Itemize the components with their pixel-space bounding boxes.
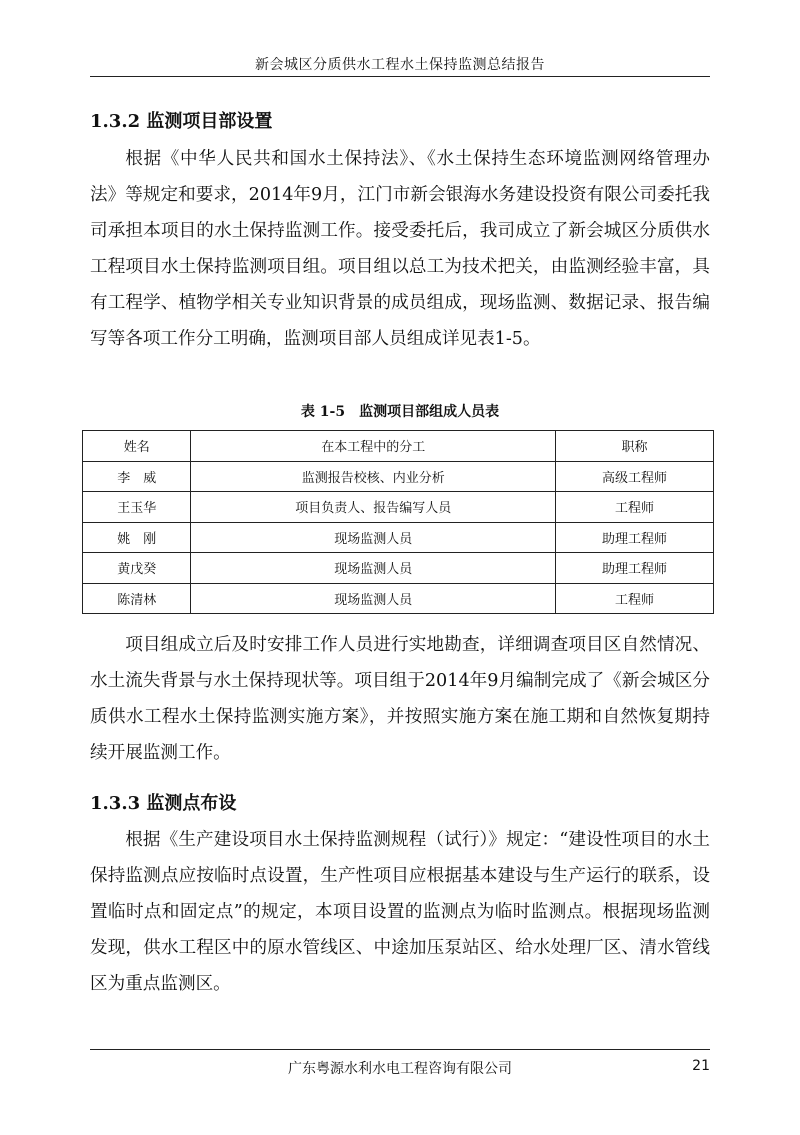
paragraph-project-team: 根据《中华人民共和国水土保持法》、《水土保持生态环境监测网络管理办法》等规定和要求，2014年9月，江门市新会银海水务建设投资有限公司委托我司承担本项目的水土保持监测工作。接受委托后，我司成立了新会城区分质供水工程项目水土保持监测项目组。项目组以总工为技术把关，由监测经验丰富，具有工程学、植物学相关专业知识背景的成员组成，现场监测、数据记录、报告编写等各项工作分工明确，监测项目部人员组成详见表1-5。	[90, 149, 710, 349]
footer-company: 广东粤源水利水电工程咨询有限公司	[288, 1061, 512, 1077]
header-role: 在本工程中的分工	[191, 431, 556, 462]
header-name: 姓名	[83, 431, 191, 462]
table-row	[83, 553, 714, 584]
cell-title: 高级工程师	[556, 461, 714, 492]
paragraph-monitoring-points: 根据《生产建设项目水土保持监测规程（试行）》规定：“建设性项目的水土保持监测点应按临时点设置，生产性项目应根据基本建设与生产运行的联系，设置临时点和固定点”的规定，本项目设置的监测点为临时监测点。根据现场监测发现，供水工程区中的原水管线区、中途加压泵站区、给水处理厂区、清水管线区为重点监测区。	[90, 830, 710, 994]
cell-role: 现场监测人员	[191, 553, 556, 584]
cell-name: 王玉华	[83, 492, 191, 523]
cell-name: 李 威	[83, 461, 191, 492]
cell-name: 黄戊癸	[83, 553, 191, 584]
table-header-row	[83, 431, 714, 462]
cell-role: 项目负责人、报告编写人员	[191, 492, 556, 523]
cell-name: 陈清林	[83, 583, 191, 614]
cell-role: 现场监测人员	[191, 522, 556, 553]
section-heading-1-3-3: 1.3.3 监测点布设	[90, 793, 237, 814]
table-caption: 表 1-5 监测项目部组成人员表	[300, 404, 500, 420]
cell-title: 工程师	[556, 492, 714, 523]
page-number: 21	[692, 1058, 710, 1074]
cell-name: 姚 刚	[83, 522, 191, 553]
cell-title: 工程师	[556, 583, 714, 614]
table-row	[83, 492, 714, 523]
cell-role: 监测报告校核、内业分析	[191, 461, 556, 492]
staff-table	[82, 430, 714, 614]
header-title: 职称	[556, 431, 714, 462]
cell-title: 助理工程师	[556, 522, 714, 553]
cell-role: 现场监测人员	[191, 583, 556, 614]
table-row	[83, 461, 714, 492]
running-header: 新会城区分质供水工程水土保持监测总结报告	[255, 57, 545, 73]
table-row	[83, 522, 714, 553]
cell-title: 助理工程师	[556, 553, 714, 584]
section-heading-1-3-2: 1.3.2 监测项目部设置	[90, 111, 273, 132]
table-row	[83, 583, 714, 614]
header-divider	[90, 76, 710, 77]
paragraph-field-survey: 项目组成立后及时安排工作人员进行实地勘查，详细调查项目区自然情况、水土流失背景与水土保持现状等。项目组于2014年9月编制完成了《新会城区分质供水工程水土保持监测实施方案》，并按照实施方案在施工期和自然恢复期持续开展监测工作。	[90, 635, 710, 763]
footer-divider	[90, 1049, 710, 1050]
